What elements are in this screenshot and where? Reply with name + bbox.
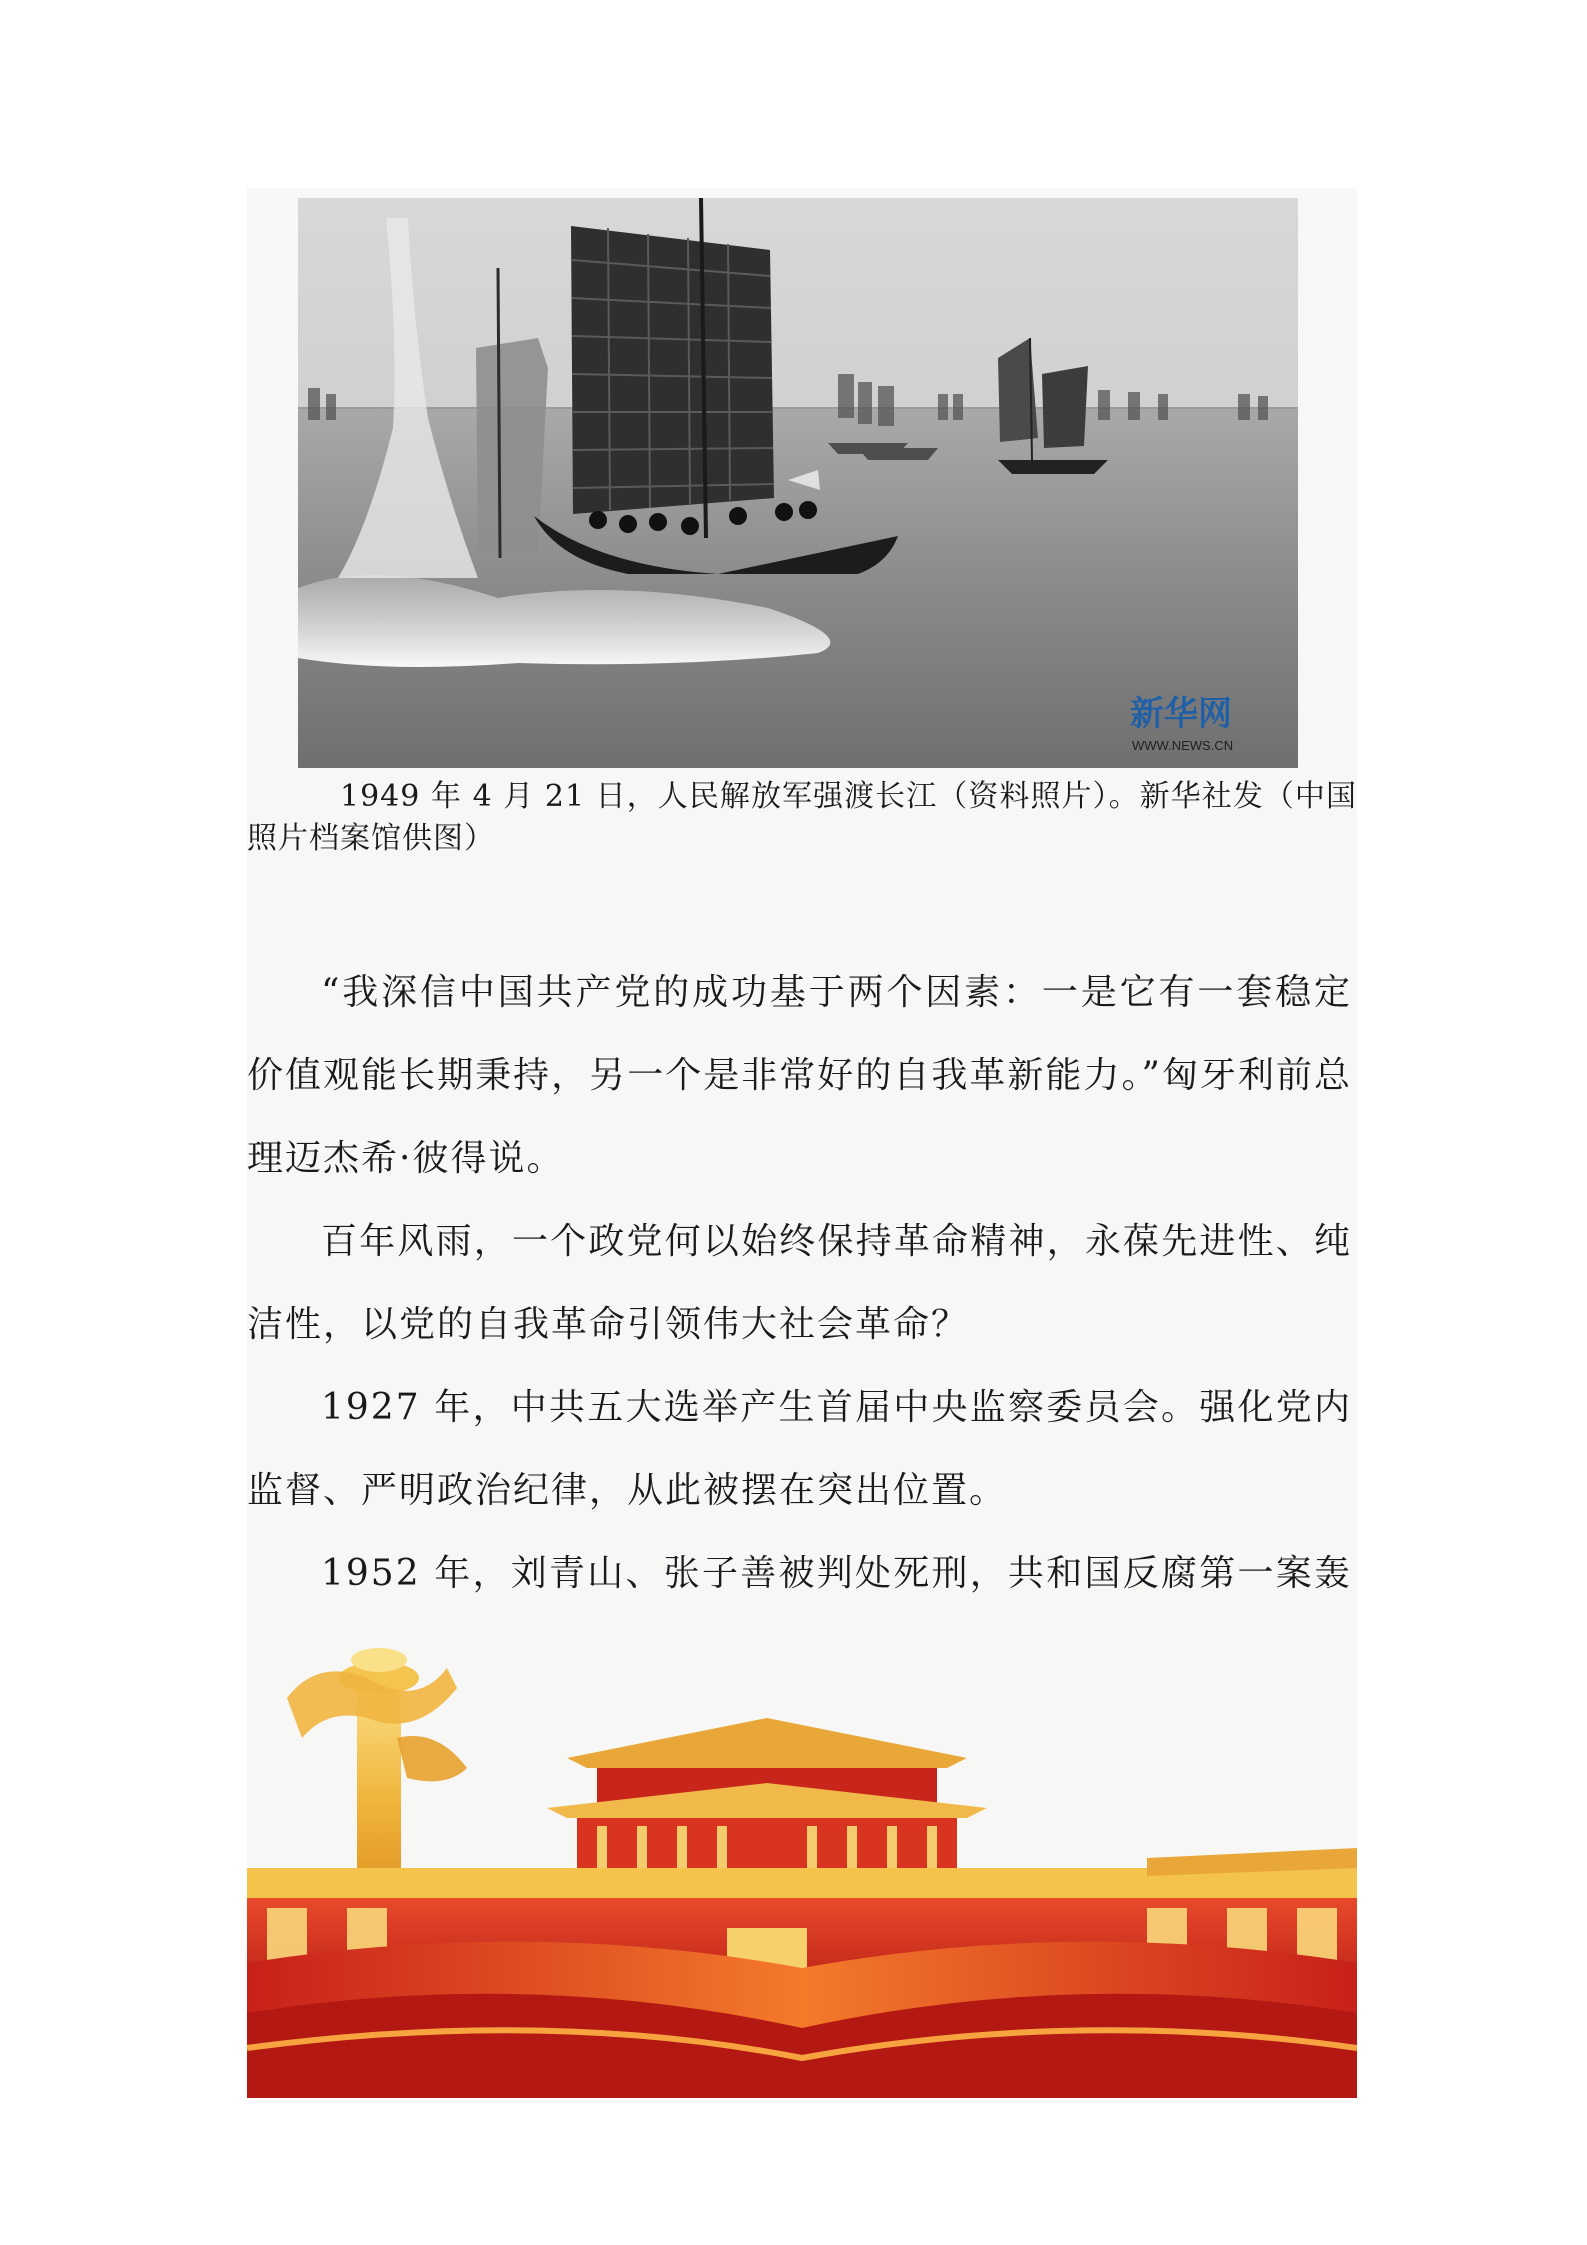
paragraph-question: 百年风雨，一个政党何以始终保持革命精神，永葆先进性、纯洁性，以党的自我革命引领伟大社会革命？	[247, 1221, 1352, 1345]
page-panel	[247, 188, 1357, 2098]
watermark-logo: 新华网	[1130, 695, 1232, 733]
photo-caption: 1949 年 4 月 21 日，人民解放军强渡长江（资料照片）。新华社发（中国照片档案馆供图）	[247, 779, 1357, 856]
paragraph-1927: 1927 年，中共五大选举产生首届中央监察委员会。强化党内监督、严明政治纪律，从此被摆在突出位置。	[247, 1387, 1352, 1511]
paragraph-quote: “我深信中国共产党的成功基于两个因素：一是它有一套稳定价值观能长期秉持，另一个是非常好的自我革新能力。”匈牙利前总理迈杰希·彼得说。	[247, 972, 1352, 1179]
tiananmen-illustration	[247, 1618, 1357, 2098]
yangtze-crossing-photo	[298, 198, 1298, 768]
article-body	[247, 951, 1352, 1698]
paragraph-1952: 1952 年，刘青山、张子善被判处死刑，共和国反腐第一案轰	[321, 1553, 1352, 1594]
watermark-url: WWW.NEWS.CN	[1132, 738, 1234, 753]
